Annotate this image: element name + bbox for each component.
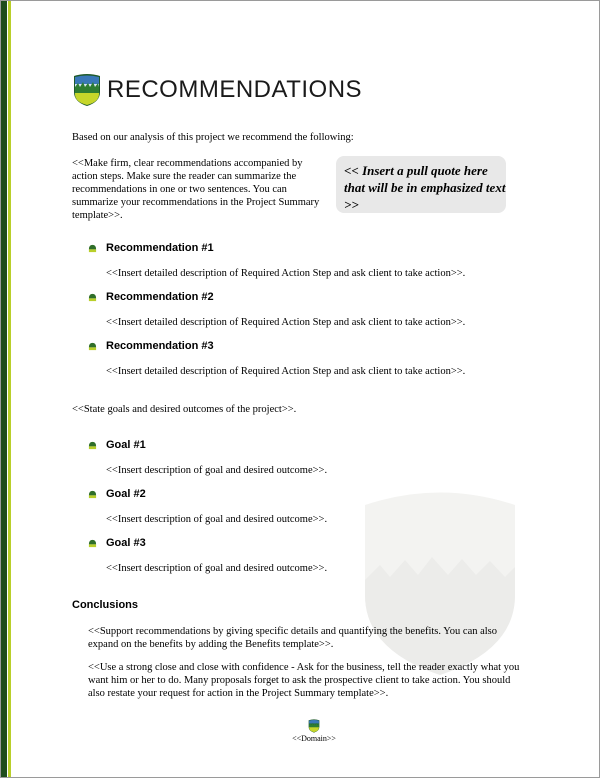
intro-paragraph: Based on our analysis of this project we recommend the following: (72, 132, 354, 143)
recommendation-description: <<Insert detailed description of Required Action Step and ask client to take action>>. (106, 317, 466, 328)
green-dome-bullet-icon (88, 490, 97, 499)
goal-heading-label: Goal #1 (106, 439, 146, 451)
conclusions-paragraph-1: <<Support recommendations by giving specific details and quantifying the benefits. You can also expand on the benefits by adding the Benefits template>>. (88, 626, 498, 650)
goal-heading (88, 537, 146, 549)
green-dome-bullet-icon (88, 539, 97, 548)
green-dome-bullet-icon (88, 441, 97, 450)
green-dome-bullet-icon (88, 342, 97, 351)
goal-heading-label: Goal #2 (106, 488, 146, 500)
left-stripe-dark (1, 1, 7, 777)
shield-forest-logo-icon (308, 719, 320, 733)
recommendation-heading (88, 340, 214, 352)
shield-forest-logo-icon (73, 73, 101, 107)
footer-domain-text: <<Domain>> (292, 734, 336, 743)
conclusions-paragraph-2: <<Use a strong close and close with confidence - Ask for the business, tell the reader exactly what you want him or her to do. Many proposals forget to ask the prospective client to take action. You should also restate your request for action in the Project Summary template>>. (88, 662, 520, 699)
goal-description: <<Insert description of goal and desired outcome>>. (106, 563, 328, 574)
goal-heading (88, 488, 146, 500)
recommendation-heading (88, 291, 214, 303)
recommendation-description: <<Insert detailed description of Required Action Step and ask client to take action>>. (106, 366, 466, 377)
conclusions-heading: Conclusions (72, 599, 139, 611)
recommendation-heading-label: Recommendation #1 (106, 242, 214, 254)
pull-quote-text: << Insert a pull quote here that will be in emphasized text >> (344, 163, 506, 212)
recommendation-heading (88, 242, 214, 254)
page-header (73, 73, 362, 107)
recommendations-summary-paragraph: <<Make firm, clear recommendations accompanied by action steps. Make sure the reader can summarize the recommendations in one or two sentences. You can summarize your recommendations in the Project Summary template>>. (72, 158, 320, 221)
page-footer (289, 719, 339, 743)
goal-heading-label: Goal #3 (106, 537, 146, 549)
left-stripe-light (8, 1, 11, 777)
recommendation-description: <<Insert detailed description of Required Action Step and ask client to take action>>. (106, 268, 466, 279)
goal-heading (88, 439, 146, 451)
pull-quote-box (336, 156, 506, 213)
recommendation-heading-label: Recommendation #2 (106, 291, 214, 303)
goal-description: <<Insert description of goal and desired outcome>>. (106, 465, 328, 476)
goals-intro-paragraph: <<State goals and desired outcomes of the project>>. (72, 404, 297, 415)
goal-description: <<Insert description of goal and desired outcome>>. (106, 514, 328, 525)
recommendation-heading-label: Recommendation #3 (106, 340, 214, 352)
green-dome-bullet-icon (88, 293, 97, 302)
page-title: RECOMMENDATIONS (107, 76, 363, 103)
green-dome-bullet-icon (88, 244, 97, 253)
